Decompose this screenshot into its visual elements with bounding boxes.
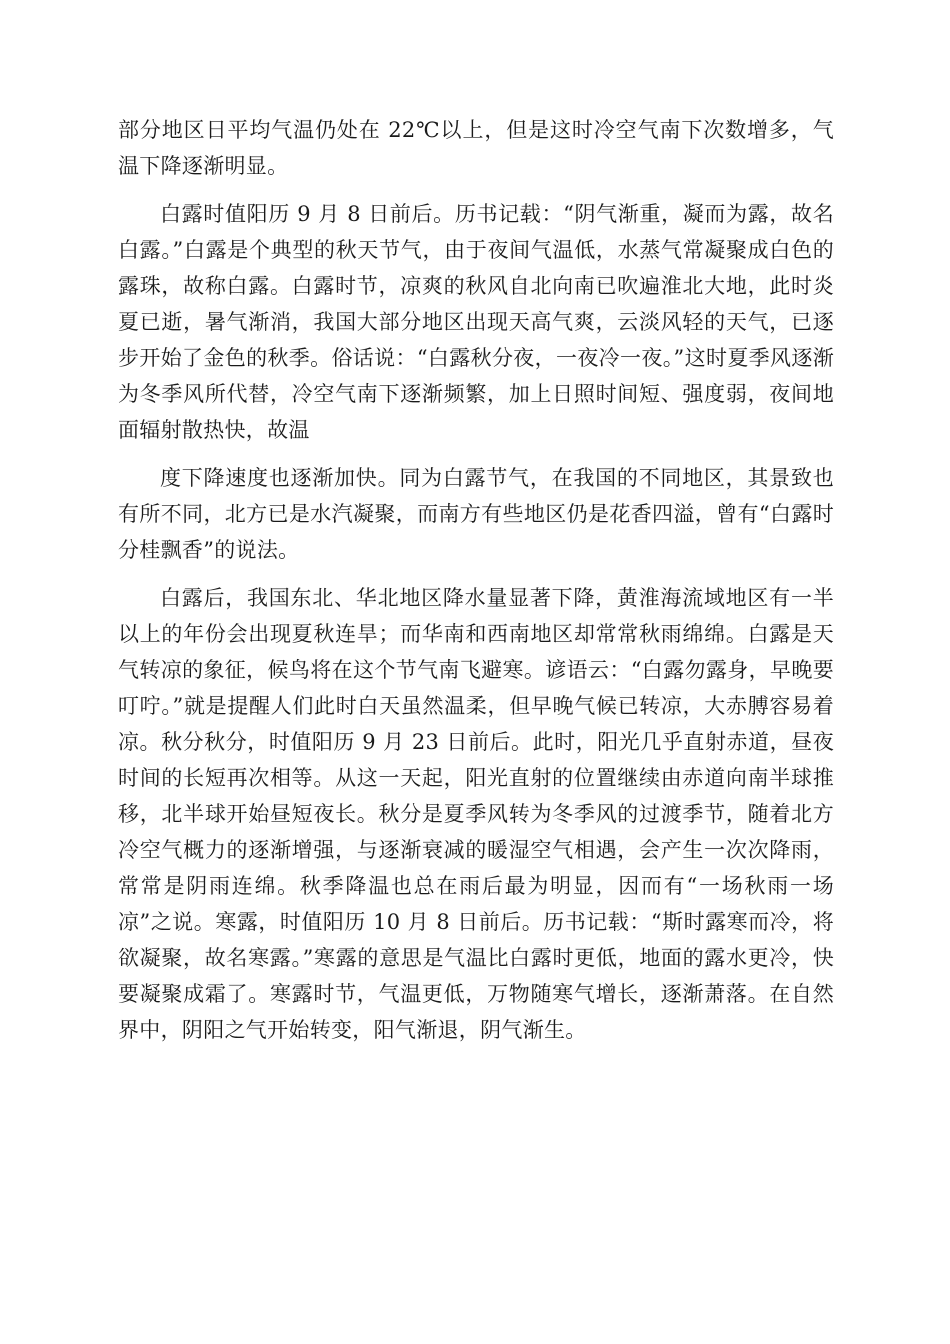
paragraph-bailu: 白露时值阳历 9 月 8 日前后。历书记载：“阴气渐重，凝而为露，故名白露。”白露是个典型的秋天节气，由于夜间气温低，水蒸气常凝聚成白色的露珠，故称白露。白露时节，凉爽的秋风自北向南已吹遍淮北大地，此时炎夏已逝，暑气渐消，我国大部分地区出现天高气爽，云淡风轻的天气，已逐步开始了金色的秋季。俗话说：“白露秋分夜，一夜冷一夜。”这时夏季风逐渐为冬季风所代替，冷空气南下逐渐频繁，加上日照时间短、强度弱，夜间地面辐射散热快，故温 xyxy=(118,202,834,442)
paragraph-continuation: 部分地区日平均气温仍处在 22℃以上，但是这时冷空气南下次数增多，气温下降逐渐明显。 xyxy=(118,118,834,178)
paragraph-bailu-regions: 度下降速度也逐渐加快。同为白露节气，在我国的不同地区，其景致也有所不同，北方已是水汽凝聚，而南方有些地区仍是花香四溢，曾有“白露时分桂飘香”的说法。 xyxy=(118,466,834,562)
document-page xyxy=(118,112,834,1060)
paragraph-after-bailu: 白露后，我国东北、华北地区降水量显著下降，黄淮海流域地区有一半以上的年份会出现夏秋连旱；而华南和西南地区却常常秋雨绵绵。白露是天气转凉的象征，候鸟将在这个节气南飞避寒。谚语云：“白露勿露身，早晚要叮咛。”就是提醒人们此时白天虽然温柔，但早晚气候已转凉，大赤膊容易着凉。秋分秋分，时值阳历 9 月 23 日前后。此时，阳光几乎直射赤道，昼夜时间的长短再次相等。从这一天起，阳光直射的位置继续由赤道向南半球推移，北半球开始昼短夜长。秋分是夏季风转为冬季风的过渡季节，随着北方冷空气概力的逐渐增强，与逐渐衰减的暖湿空气相遇，会产生一次次降雨，常常是阴雨连绵。秋季降温也总在雨后最为明显，因而有“一场秋雨一场凉”之说。寒露，时值阳历 10 月 8 日前后。历书记载：“斯时露寒而冷，将欲凝聚，故名寒露。”寒露的意思是气温比白露时更低，地面的露水更冷，快要凝聚成霜了。寒露时节，气温更低，万物随寒气增长，逐渐萧落。在自然界中，阴阳之气开始转变，阳气渐退，阴气渐生。 xyxy=(118,586,834,1042)
